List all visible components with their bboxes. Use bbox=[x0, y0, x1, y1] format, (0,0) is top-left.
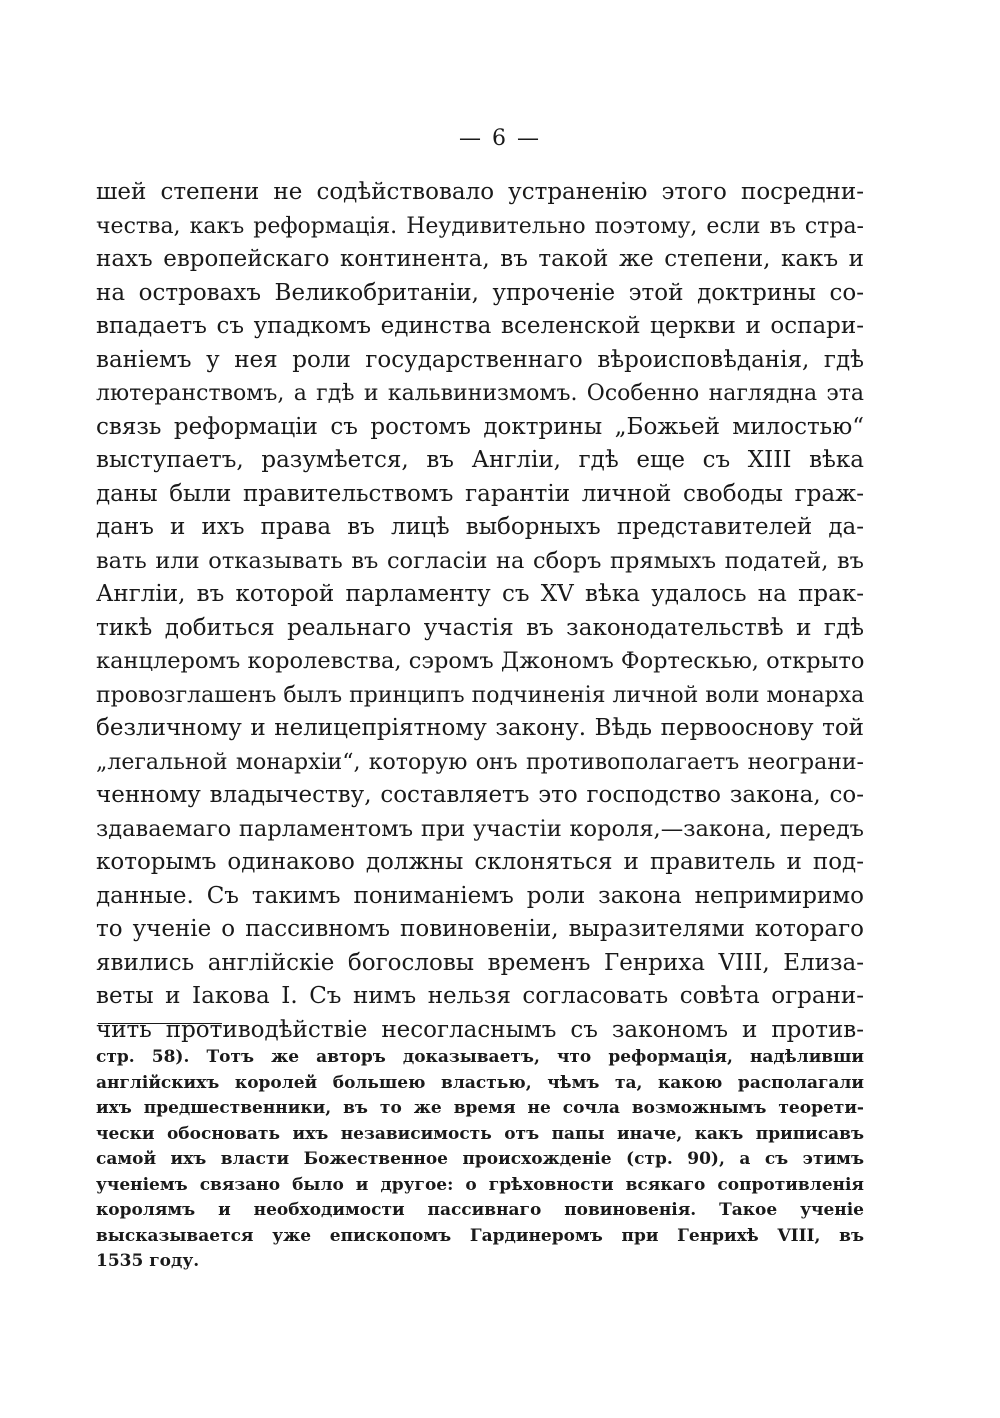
text-line: выступаетъ, разумѣется, въ Англіи, гдѣ еще съ XIII вѣка bbox=[96, 447, 864, 473]
text-line: данные. Съ такимъ пониманіемъ роли закона непримиримо bbox=[96, 882, 864, 909]
text-line: лютеранствомъ, а гдѣ и кальвинизмомъ. Особенно наглядна эта bbox=[96, 381, 864, 406]
footnote-line: самой ихъ власти Божественное происхожденіе (стр. 90), а съ этимъ bbox=[96, 1149, 864, 1169]
footnote-divider bbox=[98, 1023, 222, 1024]
text-line: явились англійскіе богословы временъ Генриха VIII, Елиза- bbox=[96, 949, 864, 976]
text-line: впадаетъ съ упадкомъ единства вселенской церкви и оспари- bbox=[96, 313, 864, 339]
text-line: связь реформаціи съ ростомъ доктрины „Божьей милостью“ bbox=[96, 413, 864, 440]
text-line: шей степени не содѣйствовало устраненію этого посредни- bbox=[96, 179, 864, 205]
footnote-line: англійскихъ королей большею властью, чѣмъ та, какою располагали bbox=[96, 1072, 864, 1093]
text-line: ваніемъ у нея роли государственнаго вѣроисповѣданія, гдѣ bbox=[96, 346, 864, 373]
text-line: данъ и ихъ права въ лицѣ выборныхъ представителей да- bbox=[96, 514, 864, 540]
page-number: — 6 — bbox=[459, 126, 541, 151]
text-line: Англіи, въ которой парламенту съ XV вѣка удалось на прак- bbox=[96, 581, 864, 607]
text-line: даны были правительствомъ гарантіи личной свободы граж- bbox=[96, 480, 864, 507]
footnote-line: высказывается уже епископомъ Гардинеромъ при Генрихѣ VIII, въ bbox=[96, 1225, 864, 1246]
text-line: на островахъ Великобританіи, упроченіе этой доктрины со- bbox=[96, 279, 864, 306]
footnote-line: ученіемъ связано было и другое: о грѣховности всякаго сопротивленія bbox=[96, 1174, 864, 1195]
text-line: веты и Іакова I. Съ нимъ нельзя согласовать совѣта ограни- bbox=[96, 983, 864, 1009]
text-line: провозглашенъ былъ принципъ подчиненія личной воли монарха bbox=[96, 682, 865, 708]
text-line: чить противодѣйствіе несогласнымъ съ закономъ и против- bbox=[96, 1016, 864, 1043]
text-line: тикѣ добиться реальнаго участія въ законодательствѣ и гдѣ bbox=[96, 614, 864, 641]
footnote-line: королямъ и необходимости пассивнаго повиновенія. Такое ученіе bbox=[96, 1200, 864, 1220]
footnote bbox=[96, 1045, 864, 1275]
text-line: „легальной монархіи“, которую онъ противополагаетъ неограни- bbox=[96, 749, 864, 775]
text-line: канцлеромъ королевства, сэромъ Джономъ Фортескью, открыто bbox=[96, 648, 865, 674]
footnote-line: ихъ предшественники, въ то же время не сочла возможнымъ теорети- bbox=[96, 1098, 864, 1118]
text-line: чества, какъ реформація. Неудивительно поэтому, если въ стра- bbox=[96, 213, 864, 239]
footnote-line: 1535 году. bbox=[96, 1251, 200, 1271]
text-line: вать или отказывать въ согласіи на сборъ прямыхъ податей, въ bbox=[96, 547, 864, 574]
text-line: здаваемаго парламентомъ при участіи короля,—закона, передъ bbox=[96, 815, 864, 842]
footnote-line: стр. 58). Тотъ же авторъ доказываетъ, что реформація, надѣливши bbox=[96, 1047, 864, 1067]
main-text bbox=[96, 176, 864, 1047]
footnote-line: чески обосновать ихъ независимость отъ папы иначе, какъ приписавъ bbox=[96, 1123, 864, 1144]
text-line: безличному и нелицепріятному закону. Вѣдь первооснову той bbox=[96, 715, 864, 741]
text-line: нахъ европейскаго континента, въ такой же степени, какъ и bbox=[96, 246, 864, 272]
text-line: то ученіе о пассивномъ повиновеніи, выразителями котораго bbox=[96, 916, 864, 942]
text-line: ченному владычеству, составляетъ это господство закона, со- bbox=[96, 782, 864, 808]
text-line: которымъ одинаково должны склоняться и правитель и под- bbox=[96, 849, 864, 875]
